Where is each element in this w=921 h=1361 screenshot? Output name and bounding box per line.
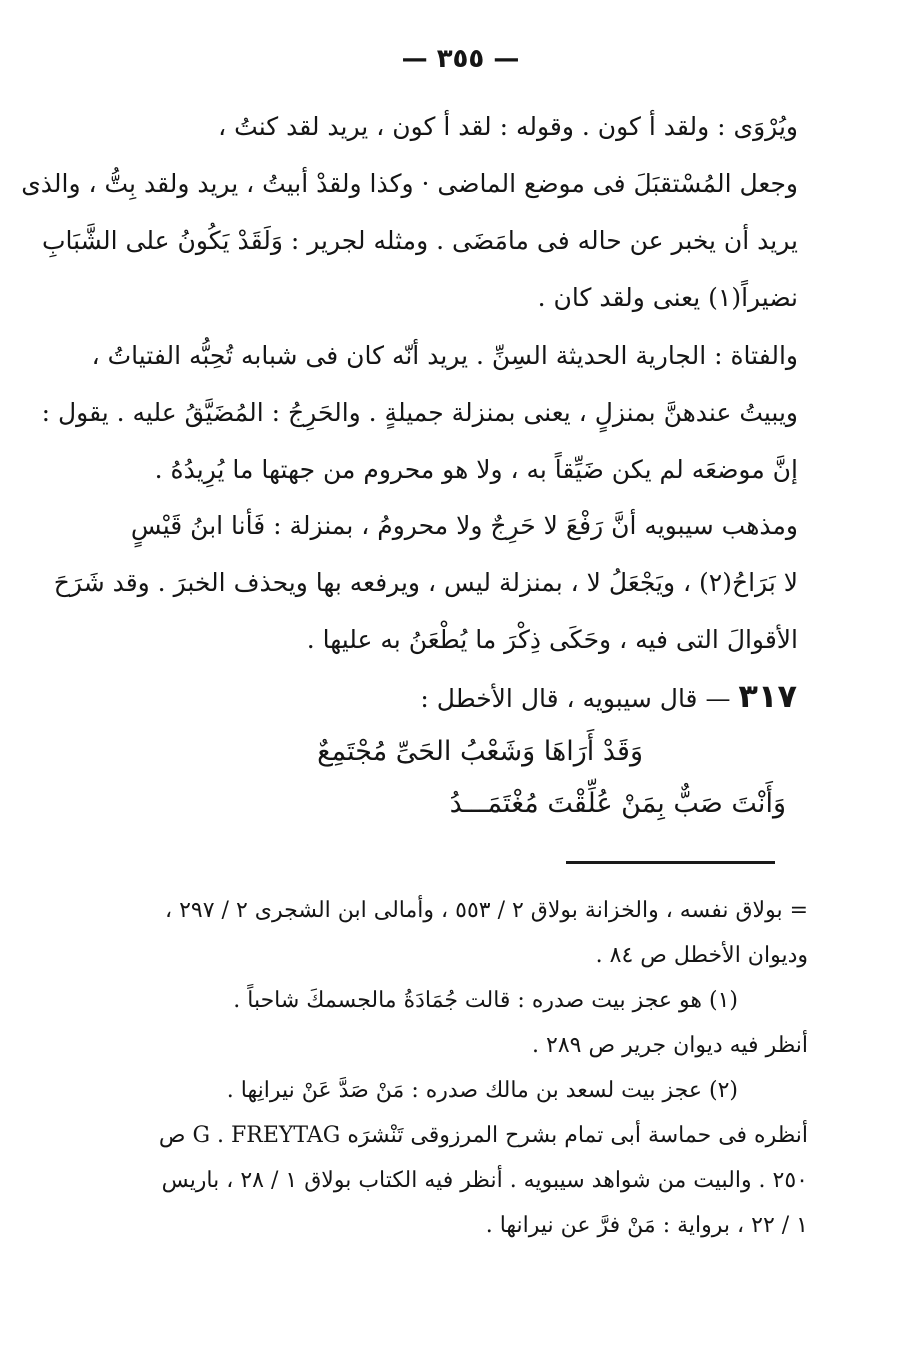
verse-line-2: وَأَنْتَ صَبٌّ بِمَنْ عُلِّقْتَ مُغْتَمَـــدُ [449,788,786,819]
verse-number: ٣١٧ [738,677,797,715]
footnote-line: أنظره فى حماسة أبى تمام بشرح المرزوقى تَنْشرَه G . FREYTAG ص [158,1123,808,1148]
verse-heading [197,670,797,725]
paragraph-1 [21,98,798,326]
paragraph-3 [53,497,798,668]
footnotes [118,888,808,1248]
text-line: إنَّ موضعَه لم يكن ضَيِّقاً به ، ولا هو محروم من جهتها ما يُرِيدُهُ . [154,455,798,484]
footnote-line: ١ / ٢٢ ، برواية : مَنْ فرَّ عن نيرانها . [485,1213,808,1238]
footnote-separator [566,861,775,864]
footnote-line: ٢٥٠ . والبيت من شواهد سيبويه . أنظر فيه الكتاب بولاق ١ / ٢٨ ، باريس [161,1168,808,1193]
verse-line-1: وَقَدْ أَرَاهَا وَشَعْبُ الحَىِّ مُجْتَمِعٌ [317,736,643,767]
text-line: ويبيتُ عندهنَّ بمنزلٍ ، يعنى بمنزلة جميلةٍ . والحَرِجُ : المُضَيَّقُ عليه . يقول : [41,398,798,427]
page-number: — ٣٥٥ — [401,44,520,74]
footnote-line: (١) هو عجز بيت صدره : قالت جُمَادَةُ مالجسمكَ شاحباً . [233,988,738,1013]
footnote-line: (٢) عجز بيت لسعد بن مالك صدره : مَنْ صَدَّ عَنْ نيرانِها . [226,1078,738,1103]
text-line: ويُرْوَى : ولقد أ كون . وقوله : لقد أ كون ، يريد لقد كنتُ ، [218,112,798,141]
footnote-line: وديوان الأخطل ص ٨٤ . [595,943,808,968]
paragraph-2 [41,327,798,498]
text-line: وجعل المُسْتقبَلَ فى موضع الماضى · وكذا ولقدْ أبيتُ ، يريد ولقد بِتُّ ، والذى [21,169,798,198]
footnote-line: = بولاق نفسه ، والخزانة بولاق ٢ / ٥٥٣ ، وأمالى ابن الشجرى ٢ / ٢٩٧ ، [165,898,808,923]
footnote-line: أنظر فيه ديوان جرير ص ٢٨٩ . [532,1033,808,1058]
text-line: نضيراً(١) يعنى ولقد كان . [537,283,798,312]
text-line: يريد أن يخبر عن حاله فى مامَضَى . ومثله لجرير : وَلَقَدْ يَكُونُ على الشَّبَابِ [41,226,798,255]
text-line: والفتاة : الجارية الحديثة السِنِّ . يريد أنّه كان فى شبابه تُحِبُّه الفتياتُ ، [91,341,798,370]
text-line: الأقوالَ التى فيه ، وحَكَى ذِكْرَ ما يُطْعَنُ به عليها . [306,625,798,654]
text-line: لا بَرَاحُ(٢) ، ويَجْعَلُ لا ، بمنزلة ليس ، ويرفعه بها ويحذف الخبرَ . وقد شَرَحَ [53,568,798,597]
verse-attribution: — قال سيبويه ، قال الأخطل : [420,684,731,713]
text-line: ومذهب سيبويه أنَّ رَفْعَ لا حَرِجٌ ولا محرومُ ، بمنزلة : فَأنا ابنُ قَيْسٍ [130,511,798,540]
